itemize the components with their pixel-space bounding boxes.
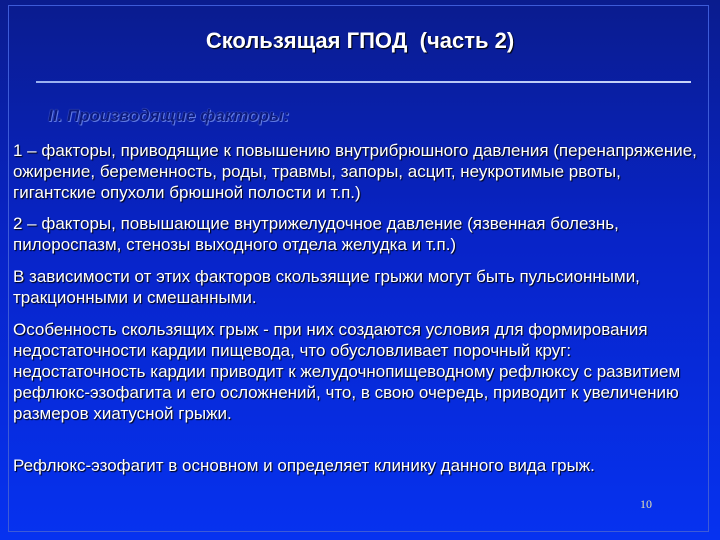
- slide-title: Скользящая ГПОД (часть 2): [205, 28, 515, 53]
- paragraph-factors-2: 2 – факторы, повышающие внутрижелудочное давление (язвенная болезнь, пилороспазм, стенозы выходного отдела желудка и т.п.): [13, 214, 619, 254]
- title-divider: [36, 81, 691, 83]
- paragraph-factors-1: 1 – факторы, приводящие к повышению внутрибрюшного давления (перенапряжение, ожирение, беременность, роды, травмы, запоры, асцит, неукротимые рвоты, гигантские опухоли брюшной полости и т.п.): [13, 141, 697, 202]
- section-heading: II. Производящие факторы:: [48, 106, 290, 125]
- paragraph-reflux: Рефлюкс-эзофагит в основном и определяет клинику данного вида грыж.: [13, 456, 595, 475]
- paragraph-hernia-types: В зависимости от этих факторов скользящие грыжи могут быть пульсионными, тракционными и смешанными.: [13, 267, 640, 307]
- paragraph-feature: Особенность скользящих грыж - при них создаются условия для формирования недостаточности кардии пищевода, что обусловливает порочный круг: недостаточность кардии приводит к желудочнопищеводному рефлюксу с развитием рефлюкс-эзофагита и его осложнений, что, в свою очередь, приводит к увеличению размеров хиатусной грыжи.: [13, 320, 681, 423]
- page-number: 10: [640, 497, 652, 511]
